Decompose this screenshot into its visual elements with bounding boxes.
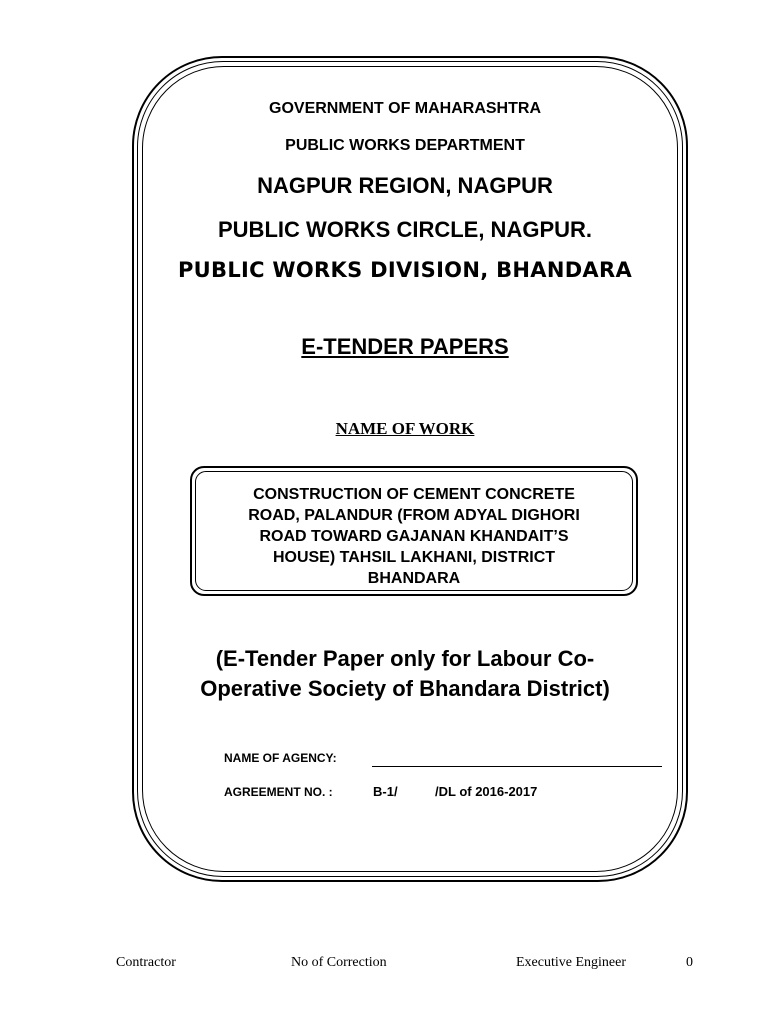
agreement-label: AGREEMENT NO. :: [224, 785, 333, 799]
government-heading: GOVERNMENT OF MAHARASHTRA: [269, 100, 541, 117]
division-heading: PUBLIC WORKS DIVISION, BHANDARA: [177, 258, 633, 282]
footer-engineer: Executive Engineer: [516, 955, 627, 970]
work-line: ROAD TOWARD GAJANAN KHANDAIT’S: [259, 528, 569, 545]
work-description: [205, 484, 623, 589]
footer-contractor: Contractor: [116, 955, 176, 970]
page-number: 0: [686, 955, 693, 970]
agency-label: NAME OF AGENCY:: [224, 751, 337, 765]
work-line: BHANDARA: [367, 570, 461, 587]
eligibility-note-line: Operative Society of Bhandara District): [200, 676, 610, 701]
agreement-prefix: B-1/: [373, 784, 398, 799]
region-heading: NAGPUR REGION, NAGPUR: [257, 173, 553, 198]
footer-correction: No of Correction: [291, 955, 387, 970]
work-line: ROAD, PALANDUR (FROM ADYAL DIGHORI: [248, 507, 580, 524]
agency-blank-line[interactable]: [372, 766, 662, 767]
eligibility-note-line: (E-Tender Paper only for Labour Co-: [215, 646, 595, 671]
work-line: CONSTRUCTION OF CEMENT CONCRETE: [253, 486, 575, 503]
work-line: HOUSE) TAHSIL LAKHANI, DISTRICT: [272, 549, 556, 566]
circle-heading: PUBLIC WORKS CIRCLE, NAGPUR.: [218, 217, 592, 242]
work-heading: NAME OF WORK: [335, 419, 475, 438]
department-heading: PUBLIC WORKS DEPARTMENT: [285, 137, 525, 154]
document-title: E-TENDER PAPERS: [301, 334, 509, 359]
agreement-suffix: /DL of 2016-2017: [435, 784, 538, 799]
eligibility-note: [190, 644, 620, 704]
